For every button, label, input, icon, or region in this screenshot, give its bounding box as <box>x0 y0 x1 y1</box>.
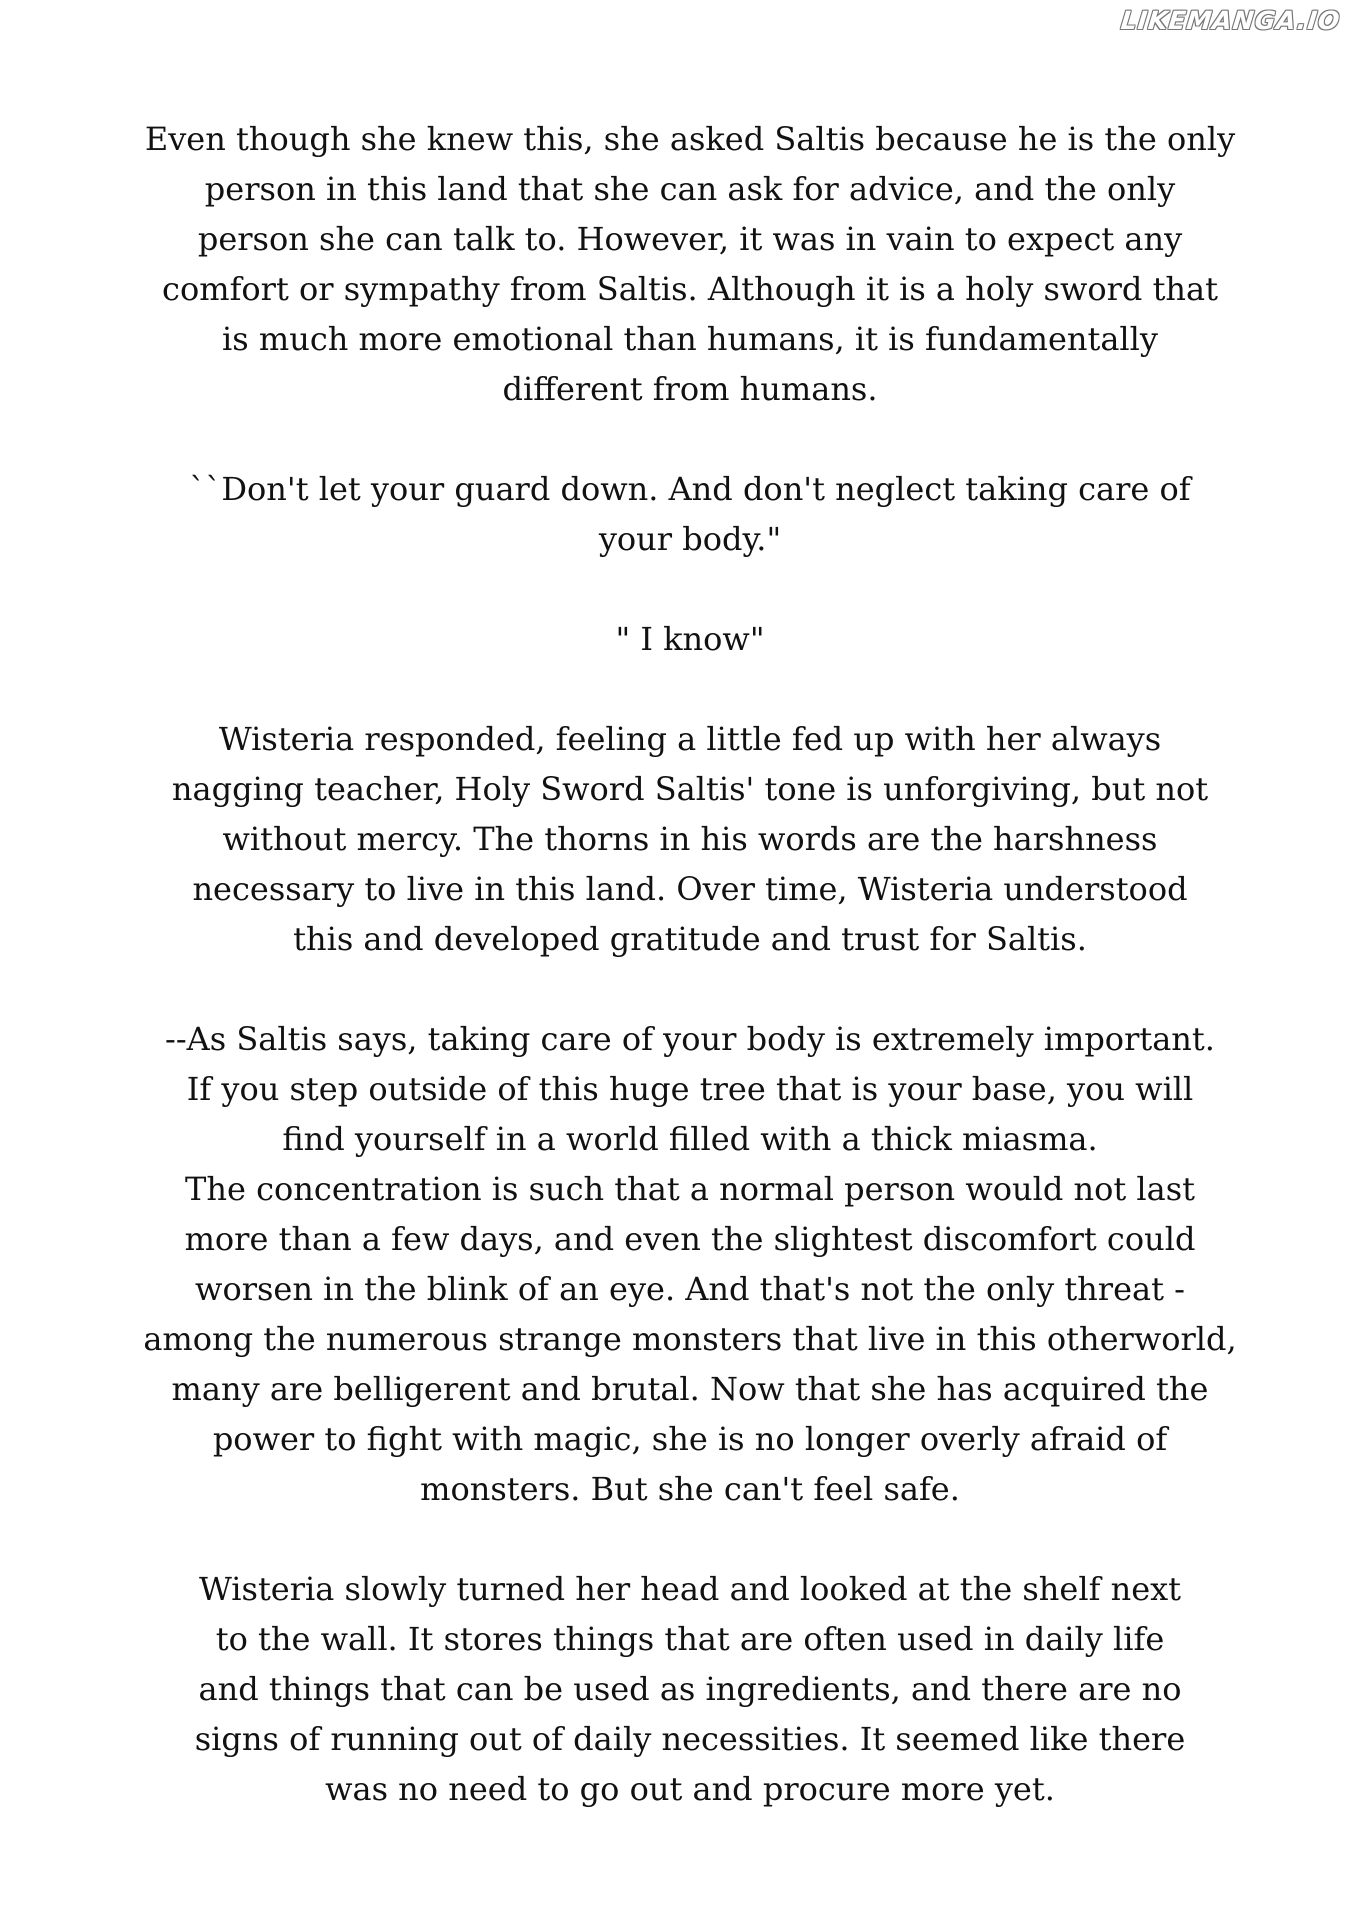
text-line: more than a few days, and even the slightest discomfort could <box>184 1220 1196 1258</box>
paragraph-wisteria-response <box>30 714 1350 964</box>
paragraph-miasma-world <box>30 1014 1350 1514</box>
text-line: different from humans. <box>502 370 878 408</box>
paragraph-saltis-advice <box>30 114 1350 414</box>
paragraph-saltis-quote <box>30 464 1350 564</box>
text-line: Wisteria responded, feeling a little fed up with her always <box>218 720 1162 758</box>
text-line: nagging teacher, Holy Sword Saltis' tone is unforgiving, but not <box>171 770 1209 808</box>
text-line: person she can talk to. However, it was in vain to expect any <box>197 220 1183 258</box>
watermark-logo: LIKEMANGA.IO <box>1119 6 1342 35</box>
text-line: --As Saltis says, taking care of your body is extremely important. <box>165 1020 1215 1058</box>
text-line: find yourself in a world filled with a thick miasma. <box>282 1120 1098 1158</box>
text-line: worsen in the blink of an eye. And that's not the only threat - <box>195 1270 1185 1308</box>
text-line: this and developed gratitude and trust for Saltis. <box>293 920 1087 958</box>
text-line: If you step outside of this huge tree that is your base, you will <box>186 1070 1194 1108</box>
text-line: necessary to live in this land. Over time, Wisteria understood <box>192 870 1188 908</box>
text-line: Wisteria slowly turned her head and looked at the shelf next <box>198 1570 1182 1608</box>
chapter-text-body <box>30 114 1350 1864</box>
text-line: Even though she knew this, she asked Saltis because he is the only <box>144 120 1236 158</box>
text-line: signs of running out of daily necessities. It seemed like there <box>194 1720 1186 1758</box>
paragraph-i-know <box>30 614 1350 664</box>
text-line: " I know" <box>615 620 765 658</box>
text-line: person in this land that she can ask for advice, and the only <box>204 170 1176 208</box>
text-line: to the wall. It stores things that are often used in daily life <box>215 1620 1165 1658</box>
text-line: among the numerous strange monsters that live in this otherworld, <box>143 1320 1237 1358</box>
text-line: many are belligerent and brutal. Now that she has acquired the <box>171 1370 1209 1408</box>
paragraph-shelf <box>30 1564 1350 1814</box>
text-line: comfort or sympathy from Saltis. Although it is a holy sword that <box>162 270 1218 308</box>
text-line: was no need to go out and procure more yet. <box>325 1770 1055 1808</box>
text-line: power to fight with magic, she is no longer overly afraid of <box>212 1420 1168 1458</box>
text-line: ``Don't let your guard down. And don't neglect taking care of <box>189 470 1191 508</box>
text-line: and things that can be used as ingredients, and there are no <box>198 1670 1182 1708</box>
text-line: your body." <box>598 520 782 558</box>
text-line: The concentration is such that a normal person would not last <box>185 1170 1195 1208</box>
text-line: without mercy. The thorns in his words are the harshness <box>222 820 1158 858</box>
text-line: monsters. But she can't feel safe. <box>420 1470 960 1508</box>
text-line: is much more emotional than humans, it is fundamentally <box>222 320 1158 358</box>
